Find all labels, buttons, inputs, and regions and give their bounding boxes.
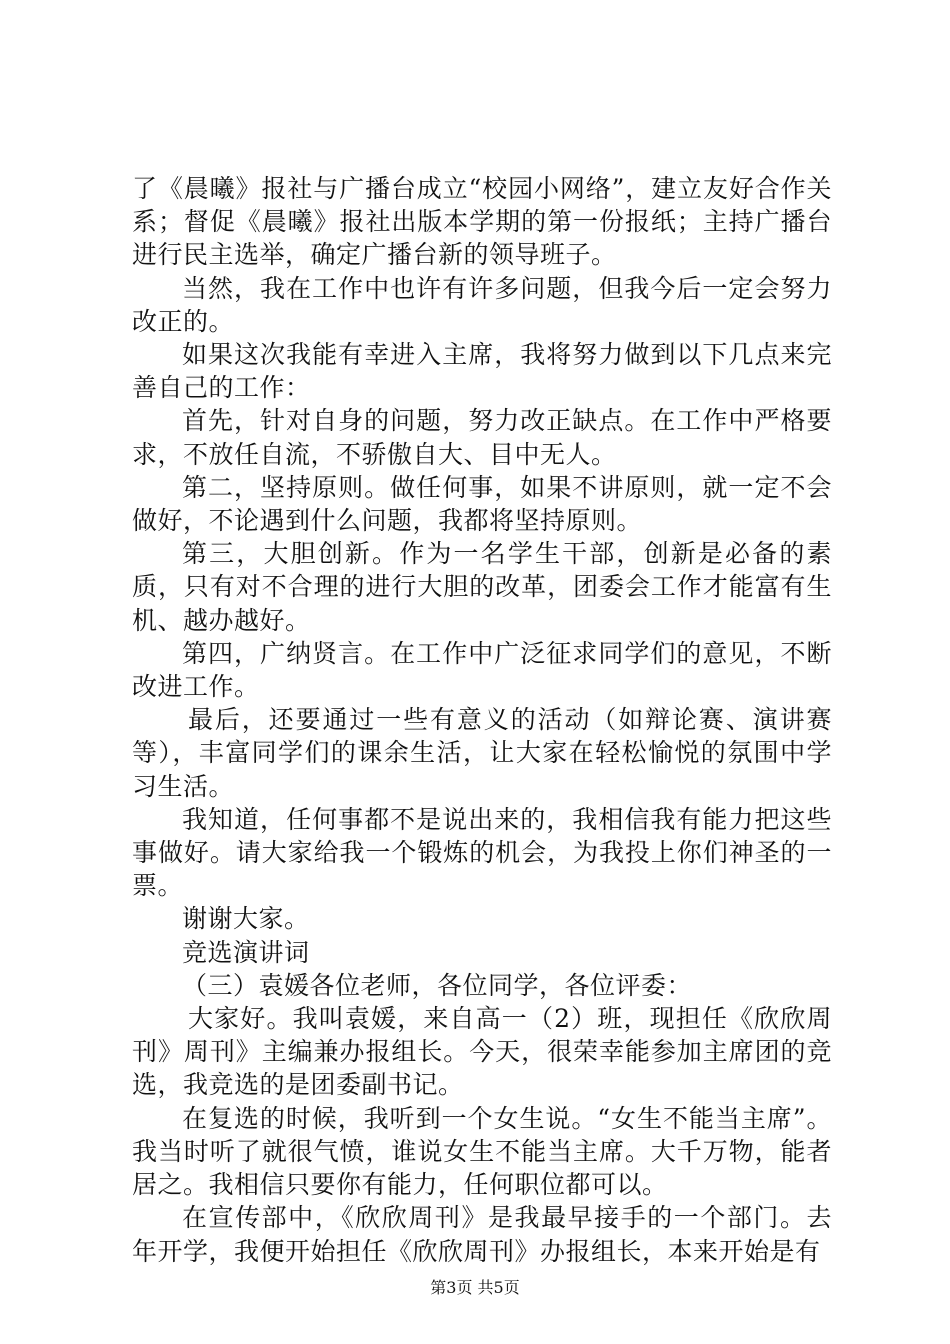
- paragraph-15: 在宣传部中，《欣欣周刊》是我最早接手的一个部门。去年开学，我便开始担任《欣欣周刊》办报组长，本来开始是有: [132, 1203, 832, 1266]
- paragraph-7: 第四，广纳贤言。在工作中广泛征求同学们的意见，不断改进工作。: [132, 638, 832, 702]
- paragraph-14: 在复选的时候，我听到一个女生说。“女生不能当主席”。我当时听了就很气愤，谁说女生不能当主席。大千万物，能者居之。我相信只要你有能力，任何职位都可以。: [132, 1103, 832, 1200]
- paragraph-1: 了《晨曦》报社与广播台成立“校园小网络”，建立友好合作关系；督促《晨曦》报社出版本学期的第一份报纸；主持广播台进行民主选举，确定广播台新的领导班子。: [132, 174, 832, 270]
- paragraph-12: （三）袁媛各位老师，各位同学，各位评委：: [182, 970, 693, 1000]
- paragraph-3: 如果这次我能有幸进入主席，我将努力做到以下几点来完善自己的工作：: [132, 340, 832, 403]
- page-number-footer: 第3页 共5页: [430, 1278, 520, 1297]
- paragraph-6: 第三，大胆创新。作为一名学生干部，创新是必备的素质，只有对不合理的进行大胆的改革，团委会工作才能富有生机、越办越好。: [132, 539, 832, 635]
- paragraph-9: 我知道，任何事都不是说出来的，我相信我有能力把这些事做好。请大家给我一个锻炼的机会，为我投上你们神圣的一票。: [132, 804, 832, 901]
- document-body: [132, 172, 832, 1268]
- paragraph-8: 最后，还要通过一些有意义的活动（如辩论赛、演讲赛等），丰富同学们的课余生活，让大家在轻松愉悦的氛围中学习生活。: [132, 705, 832, 801]
- paragraph-4: 首先，针对自身的问题，努力改正缺点。在工作中严格要求，不放任自流，不骄傲自大、目中无人。: [132, 406, 832, 469]
- paragraph-13: 大家好。我叫袁媛，来自高一（2）班，现担任《欣欣周刊》周刊》主编兼办报组长。今天，很荣幸能参加主席团的竞选，我竞选的是团委副书记。: [132, 1004, 832, 1100]
- paragraph-2: 当然，我在工作中也许有许多问题，但我今后一定会努力改正的。: [132, 273, 832, 336]
- paragraph-5: 第二，坚持原则。做任何事，如果不讲原则，就一定不会做好，不论遇到什么问题，我都将坚持原则。: [132, 472, 832, 536]
- section-heading: 竞选演讲词: [182, 937, 310, 967]
- paragraph-10: 谢谢大家。: [182, 904, 310, 934]
